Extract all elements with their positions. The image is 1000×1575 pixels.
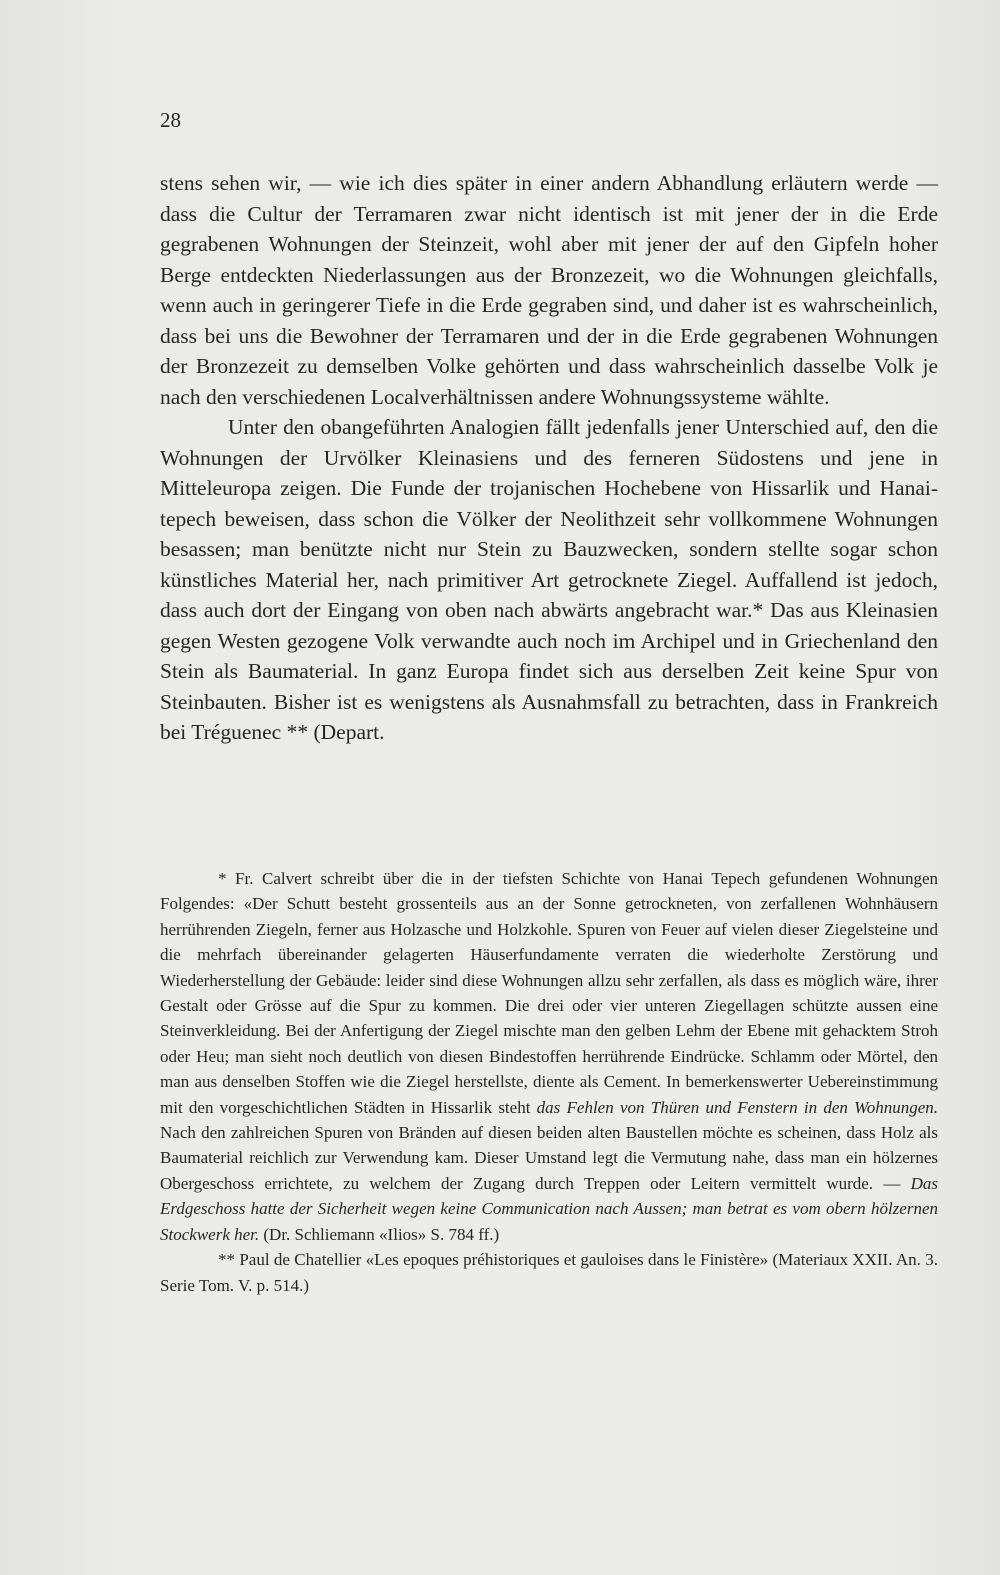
body-text — [160, 168, 938, 748]
footnote-1-italic-a: das Fehlen von Thüren und Fenstern in den Wohnungen. — [536, 1097, 938, 1117]
footnote-1-text-a: * Fr. Calvert schreibt über die in der tiefsten Schichte von Hanai Tepech gefundenen Wohnungen Folgendes: «Der Schutt besteht grossenteils aus an der Sonne getrockneten, von zerfallenen Wohnhäusern herrührenden Ziegeln, ferner aus Holzasche und Holzkohle. Spuren von Feuer auf vielen dieser Ziegelsteine und die mehrfach übereinander gelagerten Häuserfundamente verraten die wiederholte Zerstörung und Wiederherstellung der Gebäude: leider sind diese Wohnungen allzu sehr zerfallen, als dass es möglich wäre, ihrer Gestalt oder Grösse auf die Spur zu kommen. Die drei oder vier unteren Ziegellagen schützte aussen eine Steinverkleidung. Bei der Anfertigung der Ziegel mischte man den gelben Lehm der Ebene mit gehacktem Stroh oder Heu; man sieht noch deutlich von diesen Bindestoffen herrührende Eindrücke. Schlamm oder Mörtel, den man aus denselben Stoffen wie die Ziegel herstellste, diente als Cement. In bemerkenswerter Uebereinstimmung mit den vorgeschichtlichen Städten in Hissarlik steht — [160, 869, 938, 1117]
footnotes — [160, 866, 938, 1298]
footnote-1-text-b: Nach den zahlreichen Spuren von Bränden auf diesen beiden alten Baustellen möchte es scheinen, dass Holz als Baumaterial reichlich zur Verwendung kam. Dieser Umstand legt die Vermutung nahe, dass man ein hölzernes Obergeschoss errichtete, zu welchem der Zugang durch Treppen oder Leitern vermittelt wurde. — — [160, 1123, 938, 1193]
footnote-1-italic-b: Das Erdgeschoss hatte der Sicherheit wegen keine Communication nach Aussen; man betrat es vom obern hölzernen Stockwerk her. — [160, 1173, 938, 1244]
body-paragraph-2: Unter den obangeführten Analogien fällt jedenfalls jener Unterschied auf, den die Wohnungen der Urvölker Kleinasiens und des ferneren Südostens und jene in Mitteleuropa zeigen. Die Funde der trojanischen Hochebene von Hissarlik und Hanai-tepech beweisen, dass schon die Völker der Neolithzeit sehr vollkommene Wohnungen besassen; man benützte nicht nur Stein zu Bauzwecken, sondern stellte sogar schon künstliches Material her, nach primitiver Art getrocknete Ziegel. Auffallend ist jedoch, dass auch dort der Eingang von oben nach abwärts angebracht war.* Das aus Kleinasien gegen Westen gezogene Volk verwandte auch noch im Archipel und in Griechenland den Stein als Baumaterial. In ganz Europa findet sich aus derselben Zeit keine Spur von Steinbauten. Bisher ist es wenigstens als Ausnahmsfall zu betrachten, dass in Frankreich bei Tréguenec ** (Depart. — [160, 415, 938, 744]
footnote-2: ** Paul de Chatellier «Les epoques préhistoriques et gauloises dans le Finistère» (Materiaux XXII. An. 3. Serie Tom. V. p. 514.) — [160, 1250, 938, 1295]
footnote-1-text-c: (Dr. Schliemann «Ilios» S. 784 ff.) — [259, 1224, 500, 1244]
page-number: 28 — [160, 108, 181, 132]
footnote-1 — [160, 866, 938, 1247]
body-paragraph-1: stens sehen wir, — wie ich dies später in einer andern Abhandlung erläutern werde — dass die Cultur der Terramaren zwar nicht identisch ist mit jener der in die Erde gegrabenen Wohnungen der Steinzeit, wohl aber mit jener der auf den Gipfeln hoher Berge entdeckten Niederlassungen aus der Bronzezeit, wo die Wohnungen gleichfalls, wenn auch in geringerer Tiefe in die Erde gegraben sind, und daher ist es wahrscheinlich, dass bei uns die Bewohner der Terramaren und der in die Erde gegrabenen Wohnungen der Bronzezeit zu demselben Volke gehörten und dass wahrscheinlich dasselbe Volk je nach den verschiedenen Localverhältnissen andere Wohnungssysteme wählte. — [160, 171, 938, 409]
